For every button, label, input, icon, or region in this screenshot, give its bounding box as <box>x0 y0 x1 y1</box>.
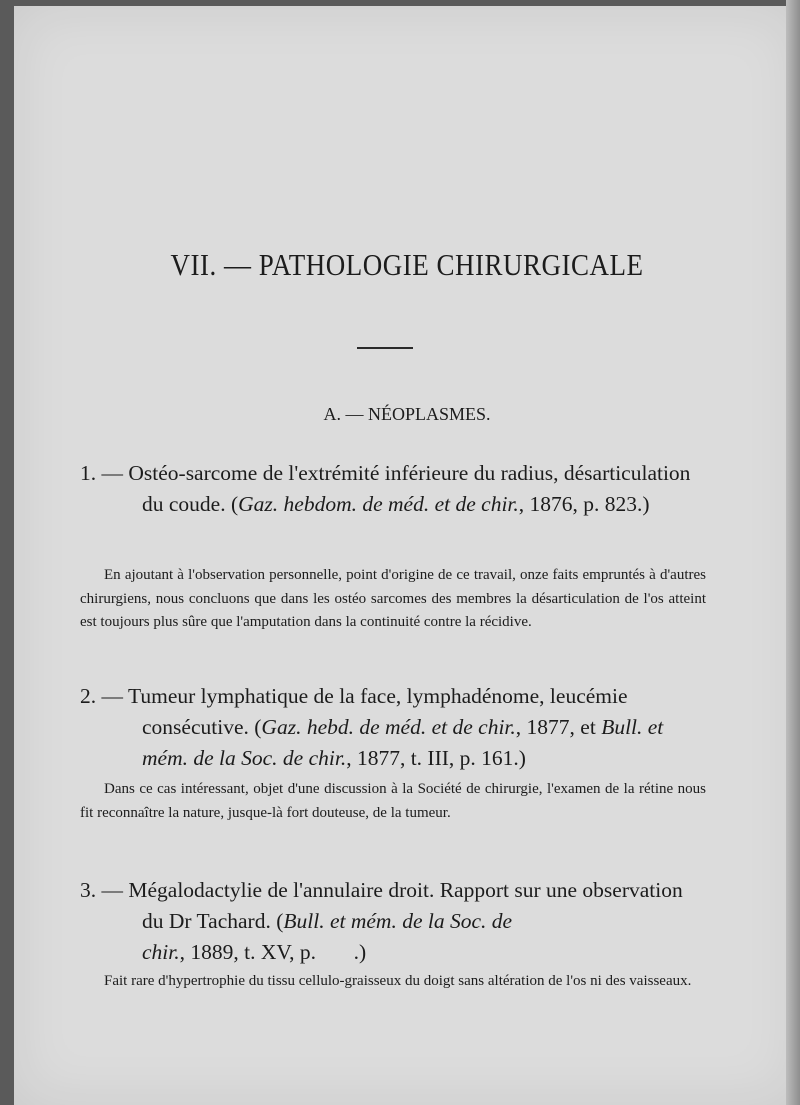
entry-3-reference-details: , 1889, t. XV, p. .) <box>179 940 367 964</box>
entry-2-title: Tumeur lymphatique de la face, lymphadénome, leucémie consécutive. <box>128 684 628 739</box>
entry-2-reference-mid: , 1877, et <box>515 715 602 739</box>
section-title: A. — NÉOPLASMES. <box>323 404 491 424</box>
chapter-title: VII. — PATHOLOGIE CHIRURGICALE <box>170 248 644 282</box>
book-page <box>14 6 800 1105</box>
entry-2-summary-text: Dans ce cas intéressant, objet d'une discussion à la Société de chirurgie, l'examen de la rétine nous fit reconnaître la nature, jusque-là fort douteuse, de la tumeur. <box>80 781 706 821</box>
entry-3-reference-journal: Bull. et mém. de la Soc. de chir. <box>142 909 513 964</box>
entry-3-title: Mégalodactylie de l'annulaire droit. Rapport sur une observation du Dr Tachard. <box>128 878 683 933</box>
entry-2-dash: — <box>101 684 123 708</box>
entry-1-reference-details: , 1876, p. 823.) <box>518 492 650 516</box>
title-rule <box>357 347 413 349</box>
entry-1-number: 1. <box>80 461 97 485</box>
entry-2-reference-journal-2: Bull. et mém. de la Soc. de chir. <box>142 715 664 770</box>
entry-3-dash: — <box>101 878 123 902</box>
entry-1-summary-text: En ajoutant à l'observation personnelle, point d'origine de ce travail, onze faits empruntés à d'autres chirurgiens, nous concluons que dans les ostéo sarcomes des membres la désarticulation de l'os atteint est toujours plus sûre que l'amputation dans la continuité contre la récidive. <box>80 567 706 630</box>
entry-3-summary-text: Fait rare d'hypertrophie du tissu cellulo-graisseux du doigt sans altération de l'os ni des vaisseaux. <box>104 973 692 989</box>
entry-3-number: 3. <box>80 878 97 902</box>
page-edge-shadow <box>786 0 800 1105</box>
entry-3-heading: 3. — Mégalodactylie de l'annulaire droit. Rapport sur une observation du Dr Tachard. (Bull. et mém. de la Soc. de chir., 1889, t. XV, p. .) <box>80 878 683 964</box>
entry-1-summary <box>80 564 706 635</box>
entry-1-title: Ostéo-sarcome de l'extrémité inférieure du radius, désarticulation du coude. <box>128 461 691 516</box>
entry-2-summary <box>80 778 706 825</box>
entry-1-reference-journal: Gaz. hebdom. de méd. et de chir. <box>238 492 519 516</box>
entry-2-reference-details: , 1877, t. III, p. 161.) <box>346 746 526 770</box>
entry-2-reference-journal: Gaz. hebd. de méd. et de chir. <box>261 715 516 739</box>
entry-1-dash: — <box>101 461 123 485</box>
entry-1-heading: 1. — Ostéo-sarcome de l'extrémité inférieure du radius, désarticulation du coude. (Gaz. hebdom. de méd. et de chir., 1876, p. 823.) <box>80 461 691 516</box>
entry-2-heading: 2. — Tumeur lymphatique de la face, lymphadénome, leucémie consécutive. (Gaz. hebd. de méd. et de chir., 1877, et Bull. et mém. de la Soc. de chir., 1877, t. III, p. 161.) <box>80 684 664 770</box>
entry-3-summary <box>80 970 706 994</box>
entry-2-number: 2. <box>80 684 97 708</box>
